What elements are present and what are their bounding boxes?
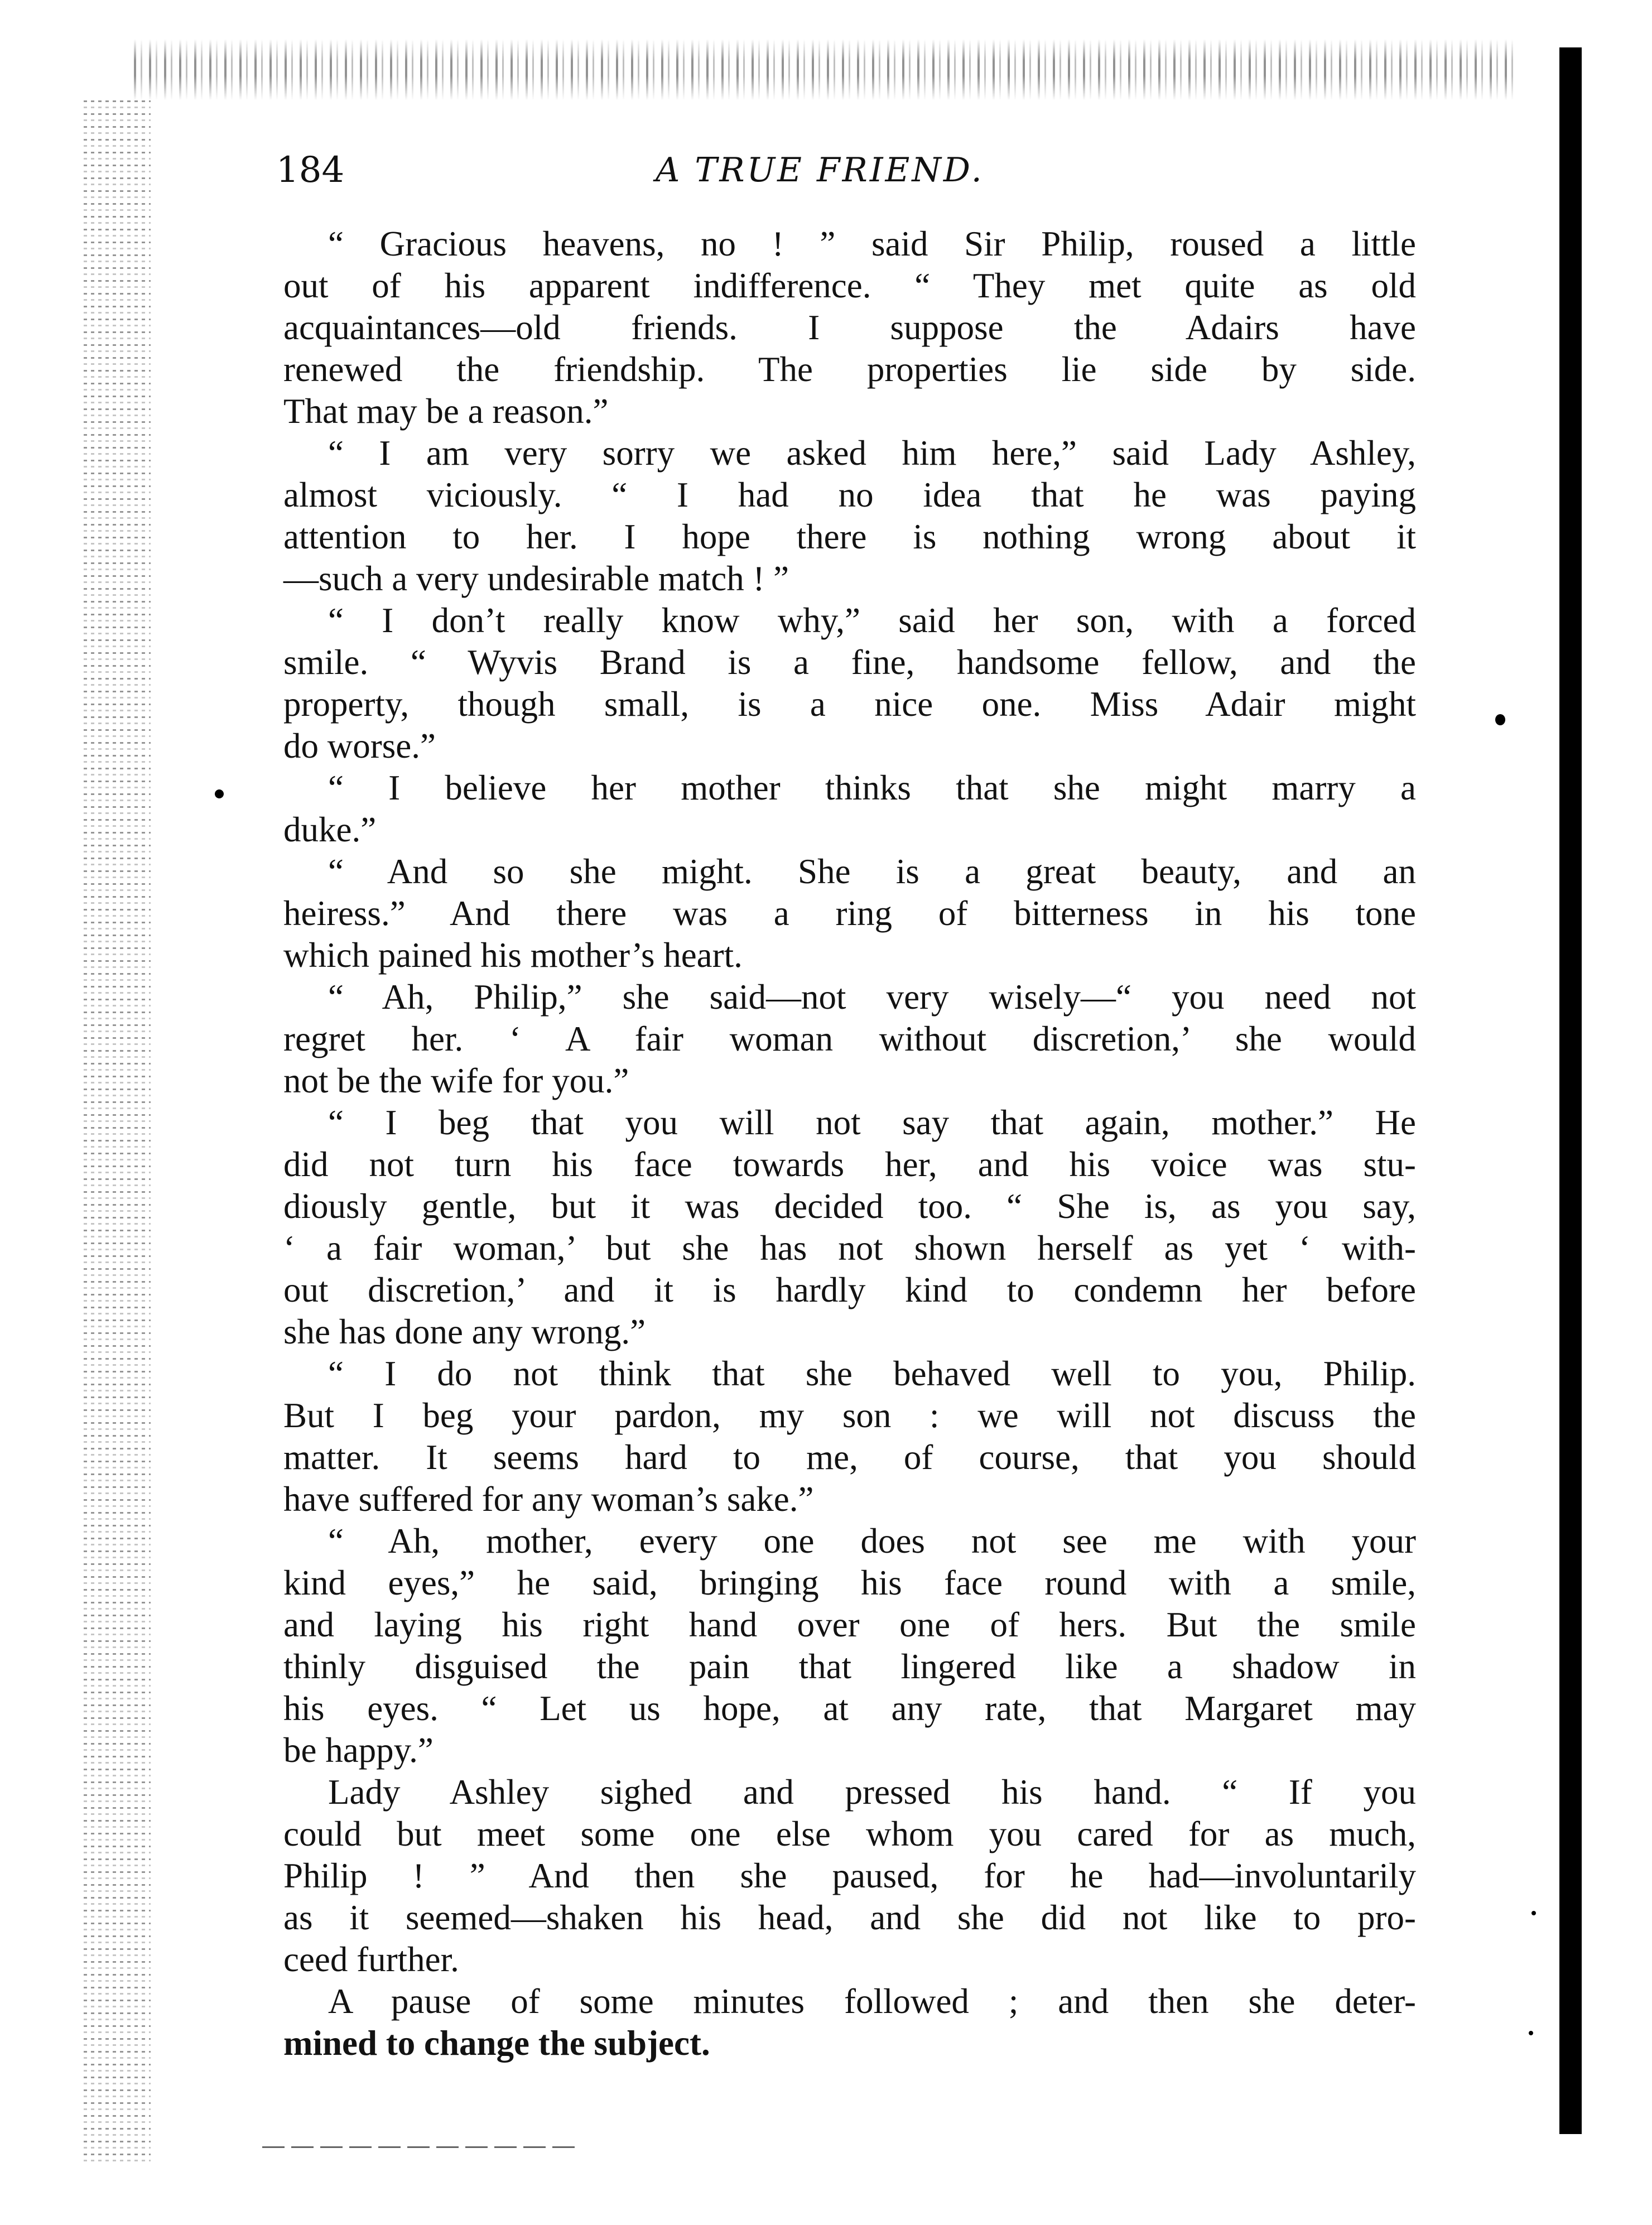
- text-line: regret her. ‘ A fair woman without discretion,’ she would: [283, 1019, 1416, 1058]
- text-line: “ Gracious heavens, no ! ” said Sir Philip, roused a little: [328, 224, 1416, 263]
- scan-left-edge-artifact: [84, 100, 151, 2165]
- text-line: —such a very undesirable match ! ”: [283, 559, 789, 598]
- text-line: renewed the friendship. The properties lie side by side.: [283, 350, 1416, 389]
- text-line: acquaintances—old friends. I suppose the Adairs have: [283, 308, 1416, 347]
- scan-top-edge-artifact: [134, 39, 1518, 100]
- text-line: mined to change the subject.: [283, 2024, 710, 2063]
- text-line: A pause of some minutes followed ; and then she deter-: [328, 1982, 1416, 2021]
- text-line: she has done any wrong.”: [283, 1312, 646, 1351]
- text-line: as it seemed—shaken his head, and she did not like to pro-: [283, 1898, 1416, 1937]
- text-line: be happy.”: [283, 1731, 434, 1770]
- body-text: [283, 223, 1416, 2064]
- text-line: “ I am very sorry we asked him here,” said Lady Ashley,: [328, 434, 1416, 473]
- text-line: thinly disguised the pain that lingered like a shadow in: [283, 1647, 1416, 1686]
- text-line: smile. “ Wyvis Brand is a fine, handsome fellow, and the: [283, 643, 1416, 682]
- text-line: Lady Ashley sighed and pressed his hand. “ If you: [328, 1773, 1416, 1812]
- bottom-rule: [262, 2146, 575, 2148]
- text-line: ceed further.: [283, 1940, 459, 1979]
- text-line: “ And so she might. She is a great beauty, and an: [328, 852, 1416, 891]
- text-line: could but meet some one else whom you cared for as much,: [283, 1814, 1416, 1853]
- text-line: “ I don’t really know why,” said her son, with a forced: [328, 601, 1416, 640]
- text-line: his eyes. “ Let us hope, at any rate, that Margaret may: [283, 1689, 1416, 1728]
- text-line: do worse.”: [283, 726, 436, 765]
- text-line: But I beg your pardon, my son : we will not discuss the: [283, 1396, 1416, 1435]
- ink-speck: [1529, 2031, 1533, 2035]
- text-line: ‘ a fair woman,’ but she has not shown herself as yet ‘ with-: [283, 1229, 1416, 1268]
- running-header: [276, 139, 1420, 201]
- running-title: A TRUE FRIEND.: [656, 151, 984, 190]
- text-line: have suffered for any woman’s sake.”: [283, 1480, 814, 1519]
- text-line: out discretion,’ and it is hardly kind to condemn her before: [283, 1270, 1416, 1309]
- text-line: That may be a reason.”: [283, 392, 609, 431]
- text-line: and laying his right hand over one of hers. But the smile: [283, 1605, 1416, 1644]
- text-line: diously gentle, but it was decided too. “ She is, as you say,: [283, 1187, 1416, 1226]
- page-number: 184: [276, 150, 345, 191]
- text-line: duke.”: [283, 810, 377, 849]
- ink-speck: [1495, 714, 1505, 725]
- text-line: matter. It seems hard to me, of course, that you should: [283, 1438, 1416, 1477]
- text-line: heiress.” And there was a ring of bitterness in his tone: [283, 894, 1416, 933]
- text-line: did not turn his face towards her, and his voice was stu-: [283, 1145, 1416, 1184]
- ink-speck: [1531, 1911, 1536, 1915]
- text-line: which pained his mother’s heart.: [283, 936, 743, 975]
- text-line: “ Ah, Philip,” she said—not very wisely—“ you need not: [328, 977, 1416, 1017]
- text-line: Philip ! ” And then she paused, for he had—involuntarily: [283, 1856, 1416, 1895]
- text-line: not be the wife for you.”: [283, 1061, 629, 1100]
- text-line: “ Ah, mother, every one does not see me with your: [328, 1521, 1416, 1561]
- text-line: property, though small, is a nice one. Miss Adair might: [283, 685, 1416, 724]
- ink-speck: [215, 789, 224, 798]
- text-line: kind eyes,” he said, bringing his face round with a smile,: [283, 1563, 1416, 1602]
- text-line: out of his apparent indifference. “ They met quite as old: [283, 266, 1416, 305]
- text-line: “ I beg that you will not say that again, mother.” He: [328, 1103, 1416, 1142]
- gutter-shadow-bar: [1559, 47, 1582, 2134]
- text-line: “ I do not think that she behaved well to you, Philip.: [328, 1354, 1416, 1393]
- text-line: almost viciously. “ I had no idea that he was paying: [283, 475, 1416, 514]
- text-line: attention to her. I hope there is nothing wrong about it: [283, 517, 1416, 556]
- text-line: “ I believe her mother thinks that she might marry a: [328, 768, 1416, 807]
